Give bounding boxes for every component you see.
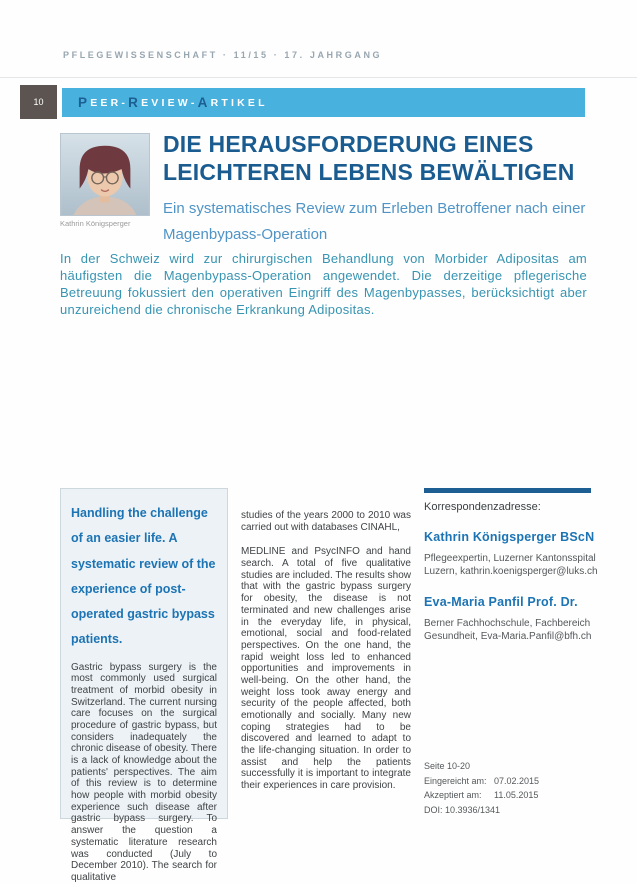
english-abstract-box	[60, 488, 228, 883]
title-block	[163, 131, 587, 248]
contact-name: Kathrin Königsperger BScN	[424, 530, 595, 544]
header-divider	[0, 77, 637, 78]
author-photo-caption: Kathrin Königsperger	[60, 219, 131, 228]
page-number-box	[20, 85, 57, 119]
abstract-text-part2b: MEDLINE and PsycINFO and hand search. A total of five qualitative studies are included. The results show that with the gastric bypass surgery for obesity, the disease is not terminated and new challenges arise in the everyday life, in physical, emotional, social and food-related perspectives. On the one hand, the rapid weight loss led to enhanced opportunities and improvements in well-being. On the other hand, the weight loss took away energy and security of the people affected, both emotionally and socially. Many new coping strategies had to be discovered and learned to adapt to the life-changing situation. In order to assist and help the patients successfully it is important to integrate their experiences in care provision.	[241, 546, 411, 792]
article-title: DIE HERAUSFORDERUNG EINES LEICHTEREN LEBENS BEWÄLTIGEN	[163, 131, 575, 185]
article-metadata	[424, 759, 600, 819]
accepted-date: 11.05.2015	[494, 790, 539, 801]
abstract-text-part1: Gastric bypass surgery is the most commonly used surgical treatment of morbid obesity in Switzerland. The current nursing care focuses on the surgical procedure of gastric bypass, but considers inadequately the chronic disease of obesity. There is a lack of knowledge about the patients' perspectives. The aim of this review is to determine how people with morbid obesity experience such disease after gastric bypass surgery. To answer the question a systematic literature research was conducted (July to December 2010). The search for qualitative	[71, 661, 217, 883]
submitted-row	[424, 774, 600, 788]
page-range: Seite 10-20	[424, 761, 471, 772]
page-number: 10	[33, 97, 44, 107]
journal-header-line: PFLEGEWISSENSCHAFT · 11/15 · 17. JAHRGANG	[63, 50, 383, 60]
submitted-label: Eingereicht am:	[424, 775, 487, 786]
peer-review-banner: P EER - R EVIEW - A RTIKEL	[62, 88, 585, 117]
author-portrait-illustration	[61, 134, 149, 215]
doi: DOI: 10.3936/1341	[424, 804, 501, 815]
banner-text: P	[78, 95, 91, 110]
abstract-continued-column	[241, 488, 411, 819]
author-photo	[60, 133, 150, 216]
lead-paragraph: In der Schweiz wird zur chirurgischen Behandlung von Morbider Adipositas am häufigsten die Magenbypass-Operation angewendet. Die derzeitige pflegerische Betreuung fokussiert den operativen Eingriff des Magenbypasses, berücksichtigt aber unzureichend die chronische Erkrankung Adipositas.	[60, 251, 587, 317]
contact-name: Eva-Maria Panfil Prof. Dr.	[424, 595, 578, 610]
correspondence-top-bar	[424, 488, 591, 493]
submitted-date: 07.02.2015	[494, 775, 540, 786]
abstract-text-part2a: studies of the years 2000 to 2010 was carried out with databases CINAHL,	[241, 510, 411, 533]
accepted-row	[424, 788, 600, 802]
contact-details: Pflegeexpertin, Luzerner Kantonsspital Luzern, kathrin.koenigsperger@luks.ch	[424, 552, 598, 578]
article-subtitle: Ein systematisches Review zum Erleben Betroffener nach einer Magenbypass-Operation	[163, 200, 586, 243]
abstract-heading: Handling the challenge of an easier life. A systematic review of the experience of post-operated gastric bypass patients.	[71, 506, 216, 647]
correspondence-heading: Korrespondenzadresse:	[424, 501, 541, 513]
correspondence-column	[424, 488, 600, 819]
accepted-label: Akzeptiert am:	[424, 790, 482, 801]
contact-details: Berner Fachhochschule, Fachbereich Gesundheit, Eva-Maria.Panfil@bfh.ch	[424, 618, 592, 643]
abstract-section	[60, 488, 598, 883]
